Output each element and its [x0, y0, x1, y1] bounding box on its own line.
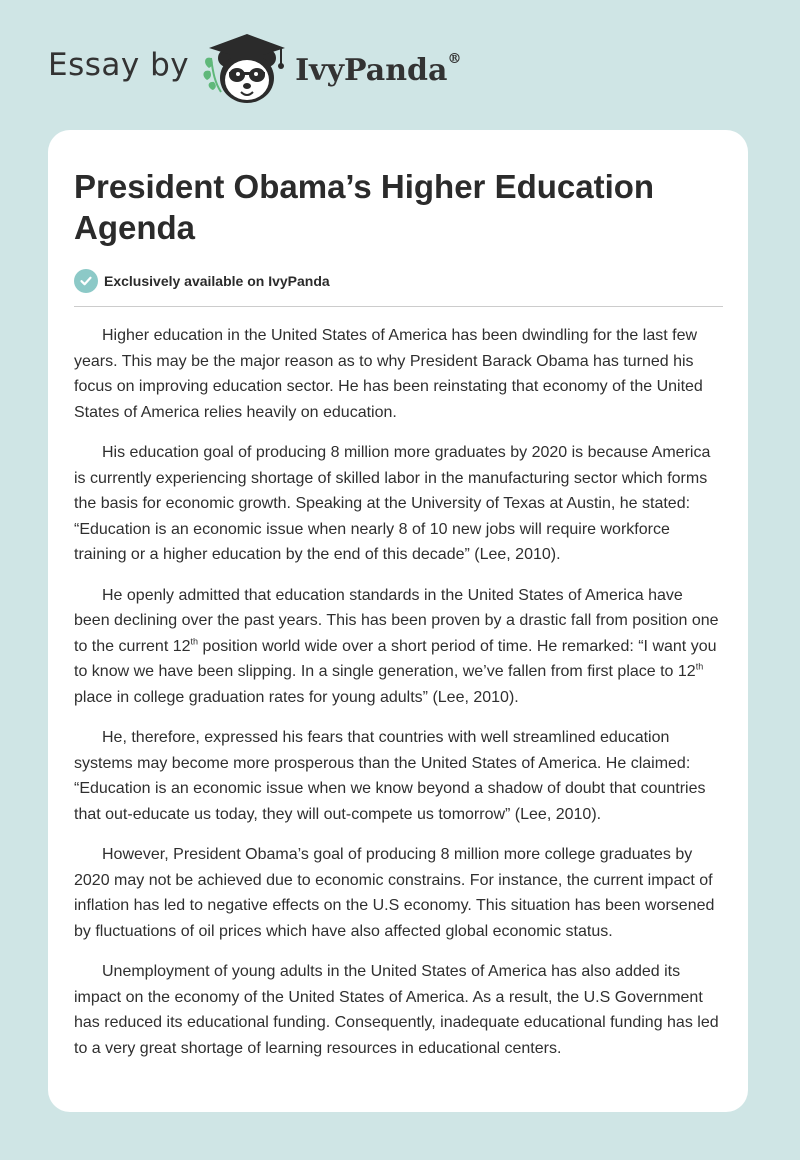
exclusive-label: Exclusively available on IvyPanda: [104, 273, 330, 289]
paragraph: Unemployment of young adults in the United States of America has also added its impact on the economy of the United States of America. As a result, the U.S Government has reduced its educational funding. Consequently, inadequate educational funding has led to a very great shortage of learning resources in educational centers.: [74, 963, 719, 1057]
essay-body: [74, 323, 722, 1061]
essay-by-label: Essay by: [48, 47, 190, 83]
paragraph: His education goal of producing 8 million more graduates by 2020 is because America is currently experiencing shortage of skilled labor in the manufacturing sector which forms the basis for economic growth. Speaking at the University of Texas at Austin, he stated: “Education is an economic issue when nearly 8 of 10 new jobs will require workforce training or a higher education by the end of this decade” (Lee, 2010).: [74, 444, 711, 563]
page-title: President Obama’s Higher Education Agenda: [74, 168, 655, 246]
paragraph: Higher education in the United States of America has been dwindling for the last few years. This may be the major reason as to why President Barack Obama has turned his focus on improving education sector. He has been reinstating that economy of the United States of America relies heavily on education.: [74, 327, 703, 421]
paragraph: However, President Obama’s goal of producing 8 million more college graduates by 2020 may not be achieved due to economic constrains. For instance, the current impact of inflation has led to negative effects on the U.S economy. This situation has been worsened by fluctuations of oil prices which have also affected global economic status.: [74, 846, 715, 940]
panda-graduate-icon: [201, 28, 293, 108]
brand-name: IvyPanda®: [295, 50, 462, 88]
exclusive-badge: [74, 268, 722, 294]
paragraph: He, therefore, expressed his fears that countries with well streamlined education systems may become more prosperous than the United States of America. He claimed: “Education is an economic issue when we know beyond a shadow of doubt that countries that out-educate us today, they will out-compete us tomorrow” (Lee, 2010).: [74, 729, 706, 823]
divider: [74, 306, 723, 307]
registered-mark: ®: [447, 50, 462, 67]
check-circle-icon: [74, 269, 98, 293]
site-header: [48, 28, 461, 108]
essay-card: [48, 130, 748, 1112]
paragraph: He openly admitted that education standards in the United States of America have been declining over the past years. This has been proven by a drastic fall from position one to the current 12th position world wide over a short period of time. He remarked: “I want you to know we have been slipping. In a single generation, we’ve fallen from first place to 12th place in college graduation rates for young adults” (Lee, 2010).: [74, 586, 719, 706]
